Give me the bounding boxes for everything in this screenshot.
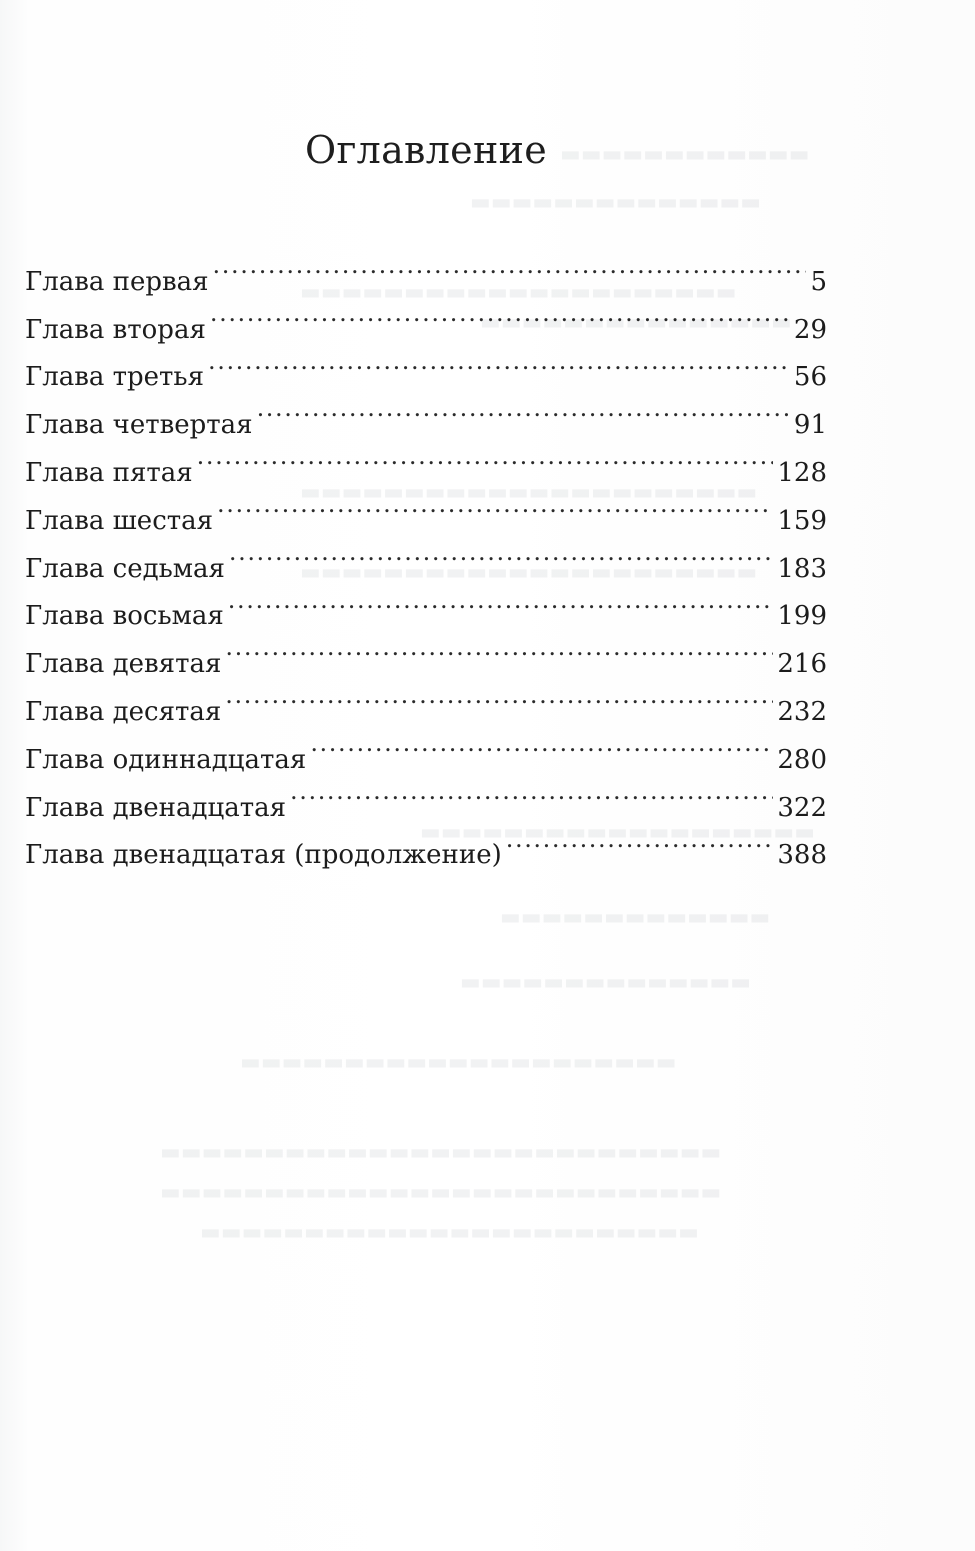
- toc-entry-title: Глава пятая: [25, 457, 193, 488]
- toc-entry-page: 322: [777, 792, 827, 823]
- toc-entry-title: Глава вторая: [25, 314, 206, 345]
- bleed-through-line: ▬▬▬▬▬▬▬▬▬▬▬▬▬▬: [470, 190, 762, 215]
- dot-leader: [225, 672, 773, 720]
- bleed-through-line: ▬▬▬▬▬▬▬▬▬▬▬▬▬▬▬▬▬▬▬▬▬▬▬▬▬▬▬: [160, 1140, 722, 1165]
- toc-entry-page: 216: [777, 649, 827, 680]
- toc-entry-page: 159: [777, 505, 827, 536]
- toc-entry-page: 199: [777, 601, 827, 632]
- toc-entry-page: 56: [793, 362, 827, 393]
- bleed-through-line: ▬▬▬▬▬▬▬▬▬▬▬▬▬▬▬▬▬▬▬▬▬▬: [300, 480, 758, 505]
- toc-entry-title: Глава седьмая: [25, 553, 225, 584]
- toc-entry-page: 128: [777, 457, 827, 488]
- bleed-through-line: ▬▬▬▬▬▬▬▬▬▬▬▬▬: [500, 905, 771, 930]
- toc-entry-title: Глава восьмая: [25, 601, 224, 632]
- dot-leader: [506, 816, 774, 864]
- toc-entry[interactable]: [25, 242, 827, 297]
- toc-entry-page: 5: [810, 266, 827, 297]
- table-of-contents: [25, 242, 827, 871]
- dot-leader: [208, 338, 790, 386]
- bleed-through-line: ▬▬▬▬▬▬▬▬▬▬▬▬▬▬: [460, 970, 752, 995]
- bleed-through-line: ▬▬▬▬▬▬▬▬▬▬▬▬▬▬▬▬▬▬▬▬▬▬▬▬: [200, 1220, 699, 1245]
- toc-entry-title: Глава девятая: [25, 649, 222, 680]
- bleed-through-line: ▬▬▬▬▬▬▬▬▬▬▬▬▬▬▬▬▬▬▬▬▬: [240, 1050, 677, 1075]
- bleed-through-line: ▬▬▬▬▬▬▬▬▬▬▬▬▬▬▬: [480, 310, 792, 335]
- dot-leader: [225, 624, 773, 672]
- dot-leader: [217, 481, 773, 529]
- toc-entry-title: Глава двенадцатая (продолжение): [25, 840, 502, 871]
- toc-entry-title: Глава десятая: [25, 696, 222, 727]
- toc-entry-title: Глава одиннадцатая: [25, 744, 307, 775]
- dot-leader: [210, 290, 790, 338]
- toc-entry-title: Глава двенадцатая: [25, 792, 287, 823]
- bleed-through-line: ▬▬▬▬▬▬▬▬▬▬▬▬: [560, 142, 810, 167]
- bleed-through-line: ▬▬▬▬▬▬▬▬▬▬▬▬▬▬▬▬▬▬▬▬▬▬: [300, 560, 758, 585]
- toc-entry-page: 91: [793, 410, 827, 441]
- toc-entry-title: Глава четвертая: [25, 410, 253, 441]
- toc-entry-title: Глава шестая: [25, 505, 214, 536]
- dot-leader: [290, 768, 773, 816]
- dot-leader: [229, 529, 773, 577]
- dot-leader: [310, 720, 773, 768]
- toc-entry-title: Глава третья: [25, 362, 204, 393]
- toc-entry-page: 388: [777, 840, 827, 871]
- dot-leader: [257, 385, 790, 433]
- toc-entry-title: Глава первая: [25, 266, 209, 297]
- bleed-through-line: ▬▬▬▬▬▬▬▬▬▬▬▬▬▬▬▬▬▬▬: [420, 820, 815, 845]
- dot-leader: [228, 577, 774, 625]
- bleed-through-line: ▬▬▬▬▬▬▬▬▬▬▬▬▬▬▬▬▬▬▬▬▬: [300, 280, 737, 305]
- toc-entry-page: 232: [777, 696, 827, 727]
- toc-entry-page: 280: [777, 744, 827, 775]
- bleed-through-line: ▬▬▬▬▬▬▬▬▬▬▬▬▬▬▬▬▬▬▬▬▬▬▬▬▬▬▬: [160, 1180, 722, 1205]
- dot-leader: [213, 242, 807, 290]
- toc-entry-page: 29: [793, 314, 827, 345]
- toc-entry-page: 183: [777, 553, 827, 584]
- dot-leader: [197, 433, 774, 481]
- page-title: Оглавление: [304, 128, 548, 172]
